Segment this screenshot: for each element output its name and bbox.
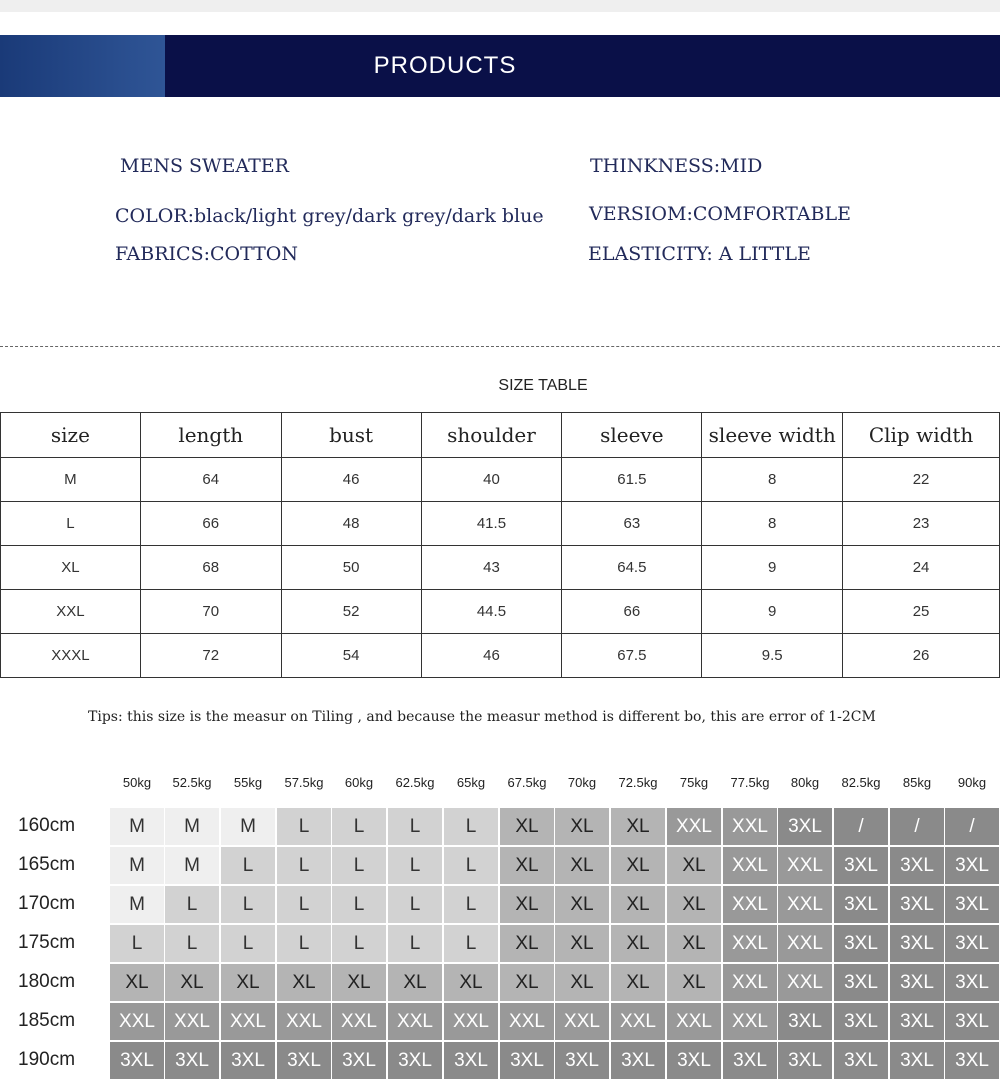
table-row <box>1 634 1000 678</box>
size-cell: L <box>444 808 498 845</box>
size-cell: XXL <box>667 1003 721 1040</box>
height-label: 170cm <box>18 893 76 914</box>
header-sleeve-width: sleeve width <box>702 413 843 458</box>
size-cell: XL <box>555 808 609 845</box>
size-cell: / <box>890 808 944 845</box>
cell-length: 70 <box>140 590 281 634</box>
size-cell: XL <box>611 847 665 884</box>
spec-thickness: THINKNESS:MID <box>590 155 763 177</box>
weight-header: 55kg <box>233 775 263 790</box>
height-label: 190cm <box>18 1049 76 1070</box>
table-row <box>1 458 1000 502</box>
cell-sleeve-width: 9 <box>702 546 843 590</box>
size-cell: / <box>834 808 888 845</box>
size-cell: 3XL <box>945 1003 999 1040</box>
size-cell: XXL <box>723 964 777 1001</box>
size-cell: L <box>444 886 498 923</box>
spec-color: COLOR:black/light grey/dark grey/dark blue <box>115 205 544 227</box>
weight-header: 82.5kg <box>841 775 881 790</box>
cell-length: 64 <box>140 458 281 502</box>
cell-sleeve: 67.5 <box>562 634 702 678</box>
height-label: 160cm <box>18 815 76 836</box>
size-cell: 3XL <box>667 1042 721 1079</box>
cell-size: XXXL <box>1 634 141 678</box>
cell-clip-width: 23 <box>843 502 1000 546</box>
size-cell: XXL <box>611 1003 665 1040</box>
size-cell: XL <box>555 886 609 923</box>
height-label: 180cm <box>18 971 76 992</box>
size-cell: 3XL <box>221 1042 275 1079</box>
size-cell: 3XL <box>778 1042 832 1079</box>
weight-header: 65kg <box>456 775 486 790</box>
size-cell: L <box>277 925 331 962</box>
cell-clip-width: 24 <box>843 546 1000 590</box>
size-cell: 3XL <box>834 886 888 923</box>
header-clip-width: Clip width <box>843 413 1000 458</box>
size-cell: M <box>110 886 164 923</box>
size-cell: L <box>388 925 442 962</box>
size-cell: 3XL <box>834 925 888 962</box>
size-cell: XL <box>555 964 609 1001</box>
size-cell: L <box>388 847 442 884</box>
height-label: 165cm <box>18 854 76 875</box>
size-cell: L <box>332 886 386 923</box>
size-cell: M <box>221 808 275 845</box>
size-cell: 3XL <box>778 1003 832 1040</box>
size-cell: M <box>110 847 164 884</box>
size-cell: XXL <box>667 808 721 845</box>
weight-header: 72.5kg <box>618 775 658 790</box>
header-sleeve: sleeve <box>562 413 702 458</box>
cell-sleeve-width: 9.5 <box>702 634 843 678</box>
section-divider <box>0 346 1000 347</box>
size-cell: XXL <box>444 1003 498 1040</box>
cell-sleeve-width: 9 <box>702 590 843 634</box>
size-cell: L <box>444 925 498 962</box>
size-cell: XL <box>667 925 721 962</box>
size-cell: 3XL <box>834 847 888 884</box>
cell-size: XXL <box>1 590 141 634</box>
size-cell: XL <box>500 847 554 884</box>
cell-length: 66 <box>140 502 281 546</box>
size-cell: 3XL <box>945 886 999 923</box>
size-cell: XL <box>500 964 554 1001</box>
size-cell: XL <box>611 808 665 845</box>
size-cell: L <box>277 847 331 884</box>
size-cell: XL <box>555 925 609 962</box>
size-cell: 3XL <box>890 847 944 884</box>
cell-shoulder: 41.5 <box>421 502 562 546</box>
size-cell: L <box>388 808 442 845</box>
weight-header: 57.5kg <box>284 775 324 790</box>
cell-bust: 54 <box>281 634 421 678</box>
size-cell: XXL <box>723 847 777 884</box>
cell-sleeve-width: 8 <box>702 502 843 546</box>
banner-title: PRODUCTS <box>373 52 517 79</box>
table-row <box>1 590 1000 634</box>
height-label: 185cm <box>18 1010 76 1031</box>
cell-size: XL <box>1 546 141 590</box>
spec-fabrics: FABRICS:COTTON <box>115 243 298 265</box>
size-cell: 3XL <box>890 886 944 923</box>
size-table-title: SIZE TABLE <box>498 377 588 394</box>
cell-size: M <box>1 458 141 502</box>
size-cell: 3XL <box>834 1003 888 1040</box>
cell-shoulder: 44.5 <box>421 590 562 634</box>
cell-sleeve: 63 <box>562 502 702 546</box>
size-cell: XL <box>555 847 609 884</box>
size-cell: XXL <box>723 886 777 923</box>
size-cell: L <box>444 847 498 884</box>
size-cell: 3XL <box>277 1042 331 1079</box>
size-cell: XXL <box>778 925 832 962</box>
table-row <box>1 502 1000 546</box>
spec-elasticity: ELASTICITY: A LITTLE <box>588 243 811 265</box>
size-cell: L <box>332 925 386 962</box>
size-cell: M <box>110 808 164 845</box>
weight-header: 60kg <box>344 775 374 790</box>
size-cell: XL <box>500 886 554 923</box>
weight-header: 85kg <box>902 775 932 790</box>
header-bust: bust <box>281 413 421 458</box>
weight-header: 52.5kg <box>172 775 212 790</box>
weight-header: 50kg <box>122 775 152 790</box>
size-cell: XXL <box>778 847 832 884</box>
weight-header: 80kg <box>790 775 820 790</box>
size-cell: 3XL <box>945 847 999 884</box>
size-cell: XXL <box>388 1003 442 1040</box>
size-cell: 3XL <box>778 808 832 845</box>
size-cell: 3XL <box>500 1042 554 1079</box>
cell-clip-width: 26 <box>843 634 1000 678</box>
size-cell: XL <box>611 925 665 962</box>
size-cell: 3XL <box>332 1042 386 1079</box>
cell-bust: 52 <box>281 590 421 634</box>
size-cell: XL <box>500 808 554 845</box>
weight-header: 90kg <box>957 775 987 790</box>
size-cell: 3XL <box>945 964 999 1001</box>
size-cell: 3XL <box>945 1042 999 1079</box>
table-row <box>1 546 1000 590</box>
size-cell: L <box>332 847 386 884</box>
size-cell: 3XL <box>890 1003 944 1040</box>
cell-size: L <box>1 502 141 546</box>
size-cell: XXL <box>221 1003 275 1040</box>
size-table-header <box>1 413 1000 458</box>
size-cell: 3XL <box>890 1042 944 1079</box>
size-cell: XXL <box>165 1003 219 1040</box>
size-cell: XL <box>277 964 331 1001</box>
size-cell: 3XL <box>110 1042 164 1079</box>
size-cell: 3XL <box>611 1042 665 1079</box>
size-cell: XL <box>221 964 275 1001</box>
size-cell: XL <box>667 964 721 1001</box>
size-cell: XXL <box>723 1003 777 1040</box>
size-cell: XL <box>332 964 386 1001</box>
height-label: 175cm <box>18 932 76 953</box>
spec-version: VERSIOM:COMFORTABLE <box>589 203 851 225</box>
size-cell: / <box>945 808 999 845</box>
size-cell: XL <box>444 964 498 1001</box>
size-cell: L <box>110 925 164 962</box>
size-cell: 3XL <box>723 1042 777 1079</box>
size-cell: L <box>165 886 219 923</box>
size-cell: XXL <box>332 1003 386 1040</box>
measurement-tips: Tips: this size is the measur on Tiling , and because the measur method is different bo, this are error of 1-2CM <box>88 709 876 725</box>
cell-clip-width: 25 <box>843 590 1000 634</box>
cell-shoulder: 43 <box>421 546 562 590</box>
size-cell: XXL <box>500 1003 554 1040</box>
size-cell: 3XL <box>834 964 888 1001</box>
size-cell: XL <box>388 964 442 1001</box>
weight-header: 75kg <box>679 775 709 790</box>
header-shoulder: shoulder <box>421 413 562 458</box>
cell-sleeve-width: 8 <box>702 458 843 502</box>
cell-shoulder: 46 <box>421 634 562 678</box>
size-cell: 3XL <box>834 1042 888 1079</box>
weight-header: 70kg <box>567 775 597 790</box>
cell-bust: 46 <box>281 458 421 502</box>
size-cell: M <box>165 808 219 845</box>
weight-header: 77.5kg <box>730 775 770 790</box>
cell-shoulder: 40 <box>421 458 562 502</box>
cell-sleeve: 61.5 <box>562 458 702 502</box>
products-banner <box>0 35 1000 97</box>
size-cell: 3XL <box>388 1042 442 1079</box>
size-cell: L <box>388 886 442 923</box>
size-cell: XL <box>165 964 219 1001</box>
cell-length: 72 <box>140 634 281 678</box>
size-cell: 3XL <box>165 1042 219 1079</box>
cell-sleeve: 64.5 <box>562 546 702 590</box>
size-cell: L <box>221 925 275 962</box>
size-cell: XXL <box>723 808 777 845</box>
size-cell: XL <box>611 886 665 923</box>
size-cell: XL <box>611 964 665 1001</box>
weight-header: 67.5kg <box>507 775 547 790</box>
size-cell: XL <box>500 925 554 962</box>
cell-sleeve: 66 <box>562 590 702 634</box>
size-cell: XL <box>667 886 721 923</box>
size-cell: 3XL <box>444 1042 498 1079</box>
size-cell: XXL <box>778 964 832 1001</box>
size-cell: L <box>277 808 331 845</box>
size-cell: XXL <box>277 1003 331 1040</box>
size-cell: XXL <box>778 886 832 923</box>
size-cell: XXL <box>110 1003 164 1040</box>
top-strip <box>0 0 1000 12</box>
size-cell: XXL <box>555 1003 609 1040</box>
cell-bust: 48 <box>281 502 421 546</box>
cell-clip-width: 22 <box>843 458 1000 502</box>
size-cell: XXL <box>723 925 777 962</box>
size-cell: L <box>221 847 275 884</box>
size-cell: L <box>332 808 386 845</box>
cell-length: 68 <box>140 546 281 590</box>
size-cell: 3XL <box>555 1042 609 1079</box>
header-length: length <box>140 413 281 458</box>
header-size: size <box>1 413 141 458</box>
size-cell: L <box>277 886 331 923</box>
size-cell: M <box>165 847 219 884</box>
cell-bust: 50 <box>281 546 421 590</box>
size-table <box>0 412 1000 678</box>
spec-product-name: MENS SWEATER <box>120 155 289 177</box>
weight-header: 62.5kg <box>395 775 435 790</box>
size-cell: XL <box>110 964 164 1001</box>
size-cell: 3XL <box>890 925 944 962</box>
size-cell: 3XL <box>890 964 944 1001</box>
size-cell: L <box>165 925 219 962</box>
size-cell: XL <box>667 847 721 884</box>
size-cell: 3XL <box>945 925 999 962</box>
size-cell: L <box>221 886 275 923</box>
